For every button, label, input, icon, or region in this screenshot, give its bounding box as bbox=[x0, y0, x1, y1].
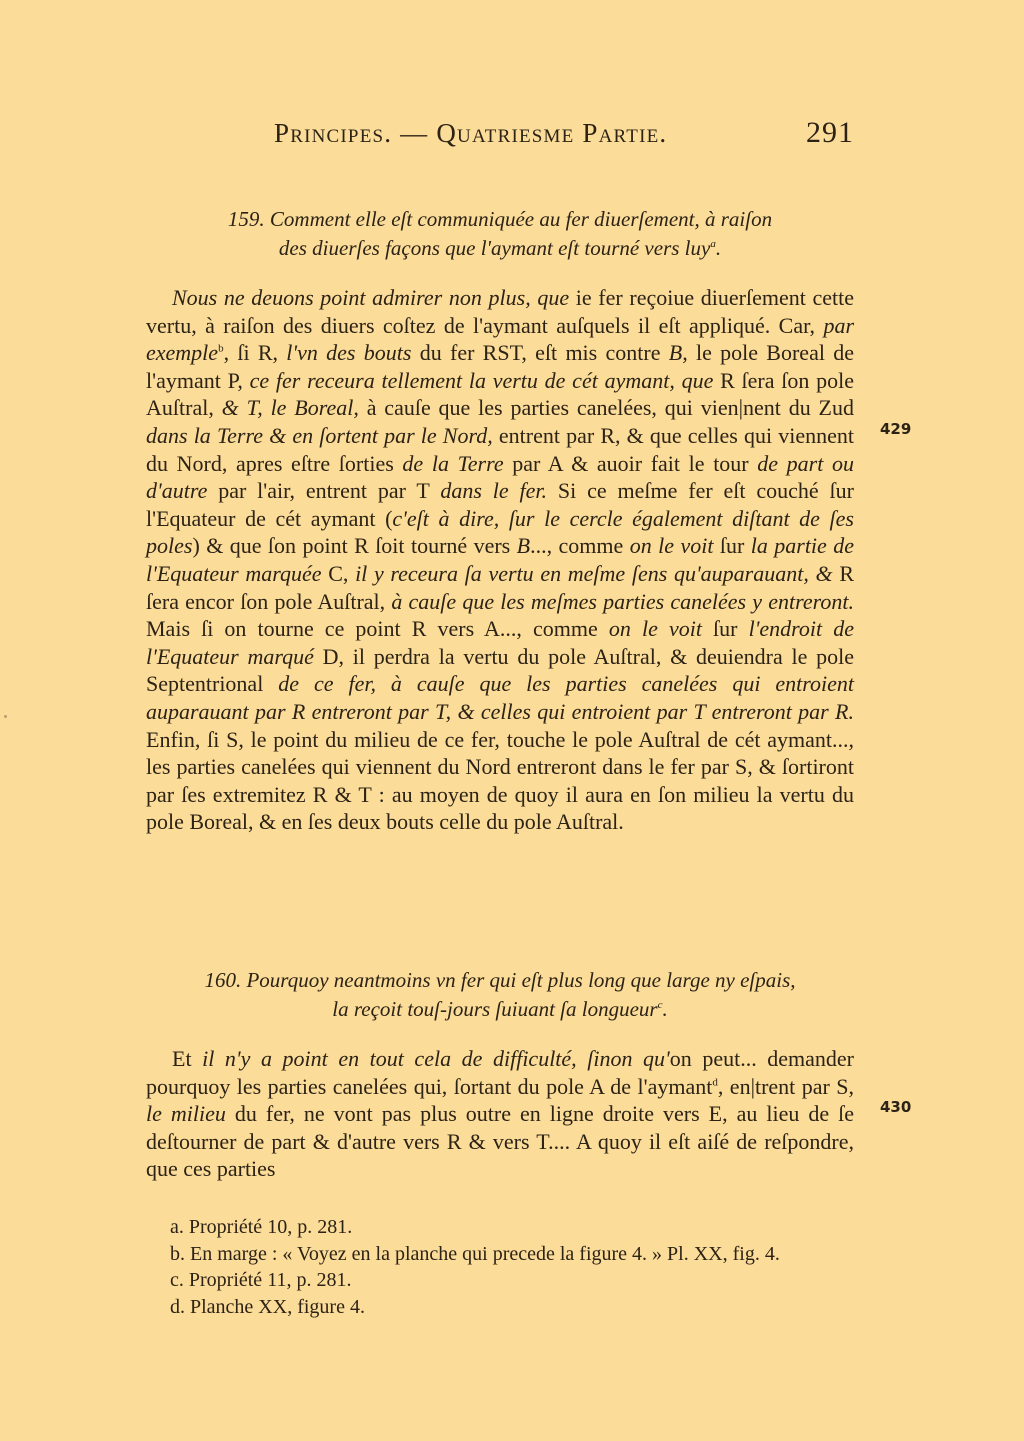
section-159-heading-line1 bbox=[146, 205, 854, 234]
footnote-c: c. Propriété 11, p. 281. bbox=[170, 1269, 352, 1291]
roman-run: par l'air, entrent par T bbox=[207, 478, 441, 504]
note-call: d bbox=[712, 1076, 718, 1089]
section-159-heading-text1: Comment elle eſt communiquée au fer diuerſement, à raiſon bbox=[269, 207, 773, 231]
footnotes bbox=[146, 1214, 854, 1320]
roman-run: C, bbox=[321, 560, 356, 586]
section-160-heading-text1: Pourquoy neantmoins vn fer qui eſt plus long que large ny eſpais, bbox=[246, 968, 796, 992]
italic-run: Nous ne deuons point admirer non plus, bbox=[172, 285, 538, 310]
roman-run: le pole Boreal de l'aymant P, bbox=[146, 340, 854, 393]
section-160-paragraph bbox=[146, 1045, 854, 1183]
page-number: 291 bbox=[806, 116, 854, 149]
italic-run: le milieu bbox=[146, 1101, 226, 1127]
roman-run: ) & que ſon point R ſoit tourné vers bbox=[192, 533, 517, 559]
roman-run: à cauſe que les parties canelées, qui vien|nent du Zud bbox=[358, 395, 854, 421]
roman-run: on peut... demander pourquoy les parties canelées qui, ſortant du pole A de l'aymant bbox=[146, 1046, 854, 1099]
italic-run: dans le fer. bbox=[440, 478, 548, 504]
roman-run: D, il perdra la vertu du pole Auſtral, & deuiendra le pole Septentrional bbox=[146, 643, 854, 697]
running-title: Principes. — Quatriesme Partie. bbox=[274, 118, 668, 148]
italic-run: on le voit bbox=[608, 616, 702, 642]
note-call: b bbox=[218, 342, 224, 355]
roman-run: R ſera ſon pole Auſtral, bbox=[146, 367, 854, 421]
section-160-heading-line1 bbox=[146, 966, 854, 995]
footnote-b: b. En marge : « Voyez en la planche qui precede la figure 4. » Pl. XX, fig. 4. bbox=[170, 1242, 780, 1265]
footnote-a: a. Propriété 10, p. 281. bbox=[170, 1216, 353, 1238]
italic-run: de ce fer, à cauſe que les parties canelées qui entroient auparauant par R entreront par T, & celles qui entroient par T entreront par R. bbox=[146, 671, 854, 724]
italic-run: de la Terre bbox=[402, 450, 504, 476]
italic-run: de part ou d'autre bbox=[146, 450, 855, 504]
footnote-d: d. Planche XX, figure 4. bbox=[170, 1295, 365, 1318]
section-159-heading-text2: des diuerſes façons que l'aymant eſt tourné vers luy bbox=[278, 236, 711, 260]
roman-run: par A & auoir fait le tour bbox=[503, 450, 758, 476]
roman-run: ſur bbox=[701, 616, 749, 642]
italic-run: c'eſt à dire, ſur le cercle également diſtant de ſes poles bbox=[146, 505, 854, 559]
roman-run: ſur bbox=[713, 533, 751, 559]
roman-run: , ſi R, bbox=[223, 340, 287, 366]
italic-run: ce fer receura tellement la vertu de cét aymant, que bbox=[249, 367, 714, 393]
roman-run: du fer, ne vont pas plus outre en ligne droite vers E, au lieu de ſe deſtourner de part & d'autre vers R & vers T.... A quoy il eſt aiſé de reſpondre, que ces parties bbox=[146, 1101, 855, 1182]
margin-number-429: 429 bbox=[880, 420, 912, 438]
roman-run: ie fer reçoiue diuerſement cette vertu, à raiſon des diuers coſtez de l'aymant auſquels il eſt appliqué. Car, bbox=[146, 285, 854, 338]
section-159-heading-line2: des diuerſes façons que l'aymant eſt tourné vers luy$^a$. bbox=[278, 236, 722, 260]
section-160-heading-line2: la reçoit touſ-jours ſuiuant ſa longueur$^c$. bbox=[332, 997, 668, 1021]
roman-run: Mais ſi on tourne ce point R vers A..., comme bbox=[146, 616, 609, 642]
roman-run: R ſera encor ſon pole Auſtral, bbox=[146, 560, 854, 614]
section-160-heading bbox=[146, 966, 854, 1024]
section-160-heading-note: c bbox=[657, 999, 663, 1011]
roman-run: , en|trent par S, bbox=[717, 1073, 855, 1099]
italic-run: il n'y a point en tout cela de difficulté, ſinon qu' bbox=[202, 1046, 670, 1071]
section-159-body bbox=[146, 284, 854, 836]
section-159-number: 159. bbox=[227, 207, 265, 231]
italic-run: & T, le Boreal, bbox=[221, 395, 359, 421]
italic-run: par exemple bbox=[146, 312, 854, 366]
italic-run: à cauſe que les meſmes parties canelées y entreront. bbox=[391, 588, 854, 614]
paper-speck bbox=[4, 715, 7, 718]
section-160-body bbox=[146, 1045, 854, 1183]
roman-run: Si ce meſme fer eſt couché ſur l'Equateur de cét aymant ( bbox=[146, 478, 854, 531]
italic-run: il y receura ſa vertu en meſme ſens qu'auparauant, & bbox=[355, 560, 833, 586]
running-head bbox=[274, 116, 854, 150]
italic-run: dans la Terre & en ſortent par le Nord, bbox=[146, 422, 493, 448]
italic-run: B bbox=[516, 533, 531, 559]
section-159-heading-note: a bbox=[710, 238, 716, 250]
section-160-number: 160. bbox=[204, 968, 242, 992]
roman-run: entrent par R, & que celles qui viennent du Nord, apres eſtre ſorties bbox=[146, 422, 855, 476]
section-159-heading bbox=[146, 205, 854, 263]
italic-run: l'endroit de l'Equateur marqué bbox=[146, 616, 854, 669]
section-159-paragraph bbox=[146, 284, 854, 836]
italic-run: que bbox=[537, 285, 570, 310]
roman-run: Enfin, ſi S, le point du milieu de ce fer, touche le pole Auſtral de cét aymant..., les parties canelées qui viennent du Nord entreront dans le fer par S, & ſortiront par ſes extremitez R & T : au moyen de quoy il aura en ſon milieu la vertu du pole Boreal, & en ſes deux bouts celle du pole Auſtral. bbox=[146, 726, 854, 835]
italic-run: l'vn des bouts bbox=[286, 340, 412, 366]
italic-run: on le voit bbox=[629, 533, 714, 559]
italic-run: la partie de l'Equateur marquée bbox=[146, 533, 854, 586]
roman-run: Et bbox=[172, 1046, 203, 1071]
section-160-heading-text2: la reçoit touſ-jours ſuiuant ſa longueur bbox=[332, 997, 658, 1021]
roman-run: du fer RST, eſt mis contre bbox=[411, 340, 669, 366]
italic-run: B, bbox=[668, 340, 688, 366]
margin-number-430: 430 bbox=[880, 1098, 912, 1116]
roman-run: ..., comme bbox=[530, 533, 630, 559]
